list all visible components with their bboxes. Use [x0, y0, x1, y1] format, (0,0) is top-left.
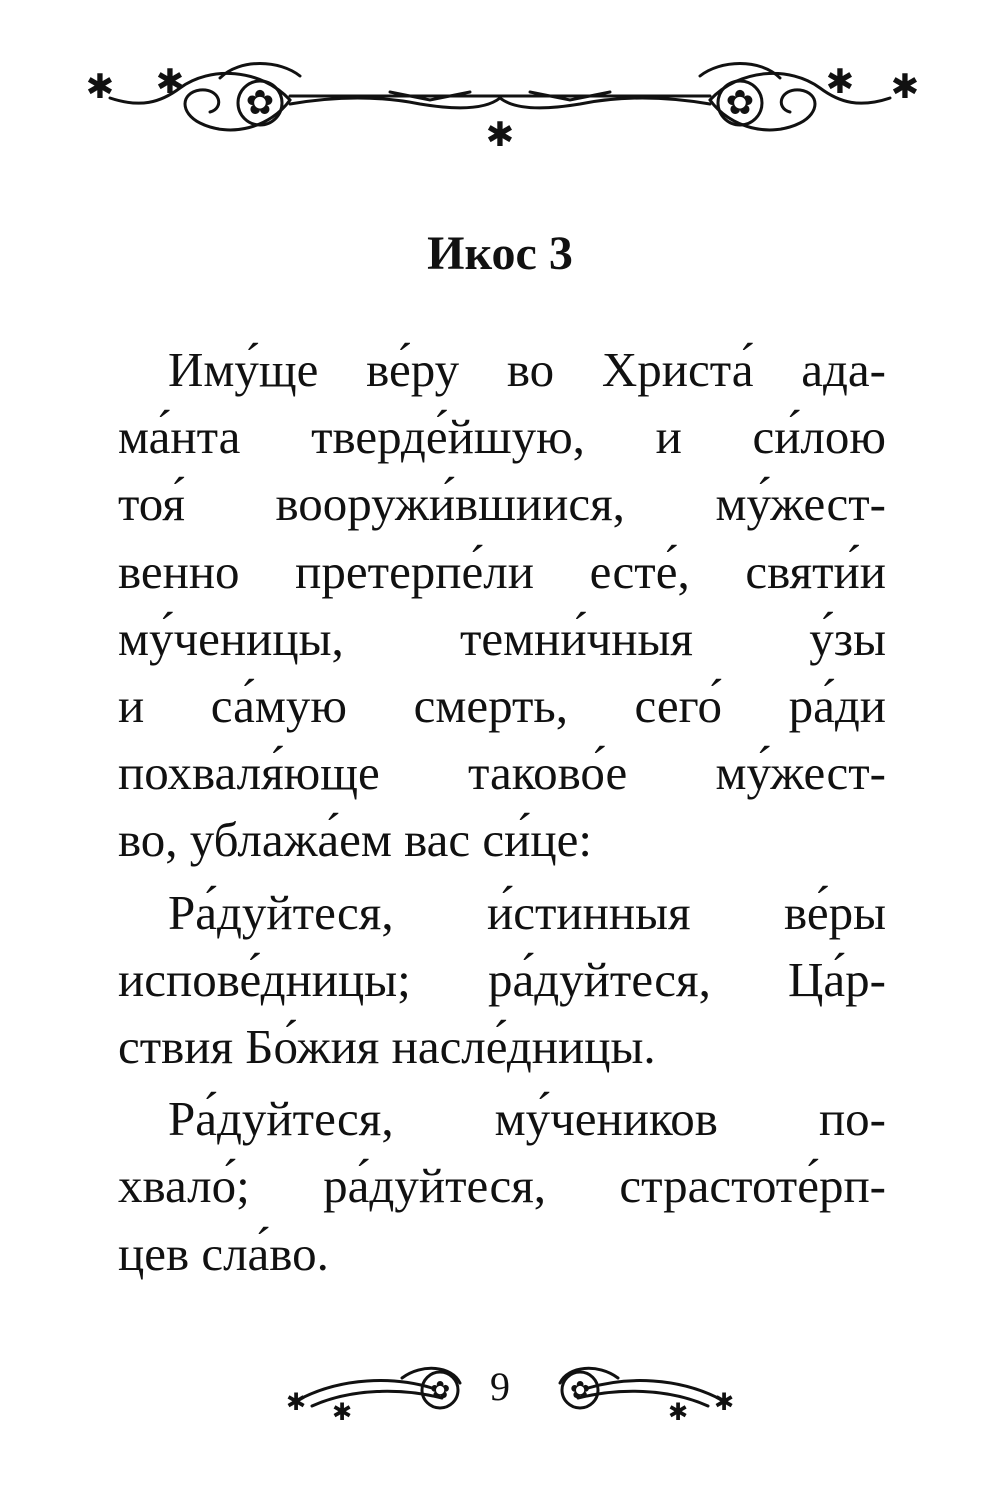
svg-text:✿: ✿: [245, 83, 275, 123]
text-line: хвало́; ра́дуйтеся, страстоте́рп-: [118, 1158, 886, 1214]
svg-text:✱: ✱: [667, 1398, 689, 1426]
text-line: му́ченицы, темни́чныя у́зы: [118, 610, 886, 666]
svg-text:✱: ✱: [825, 62, 855, 102]
text-line: Ра́дуйтеся, и́стинныя ве́ры: [168, 884, 886, 940]
text-line: ствия Бо́жия насле́дницы.: [118, 1019, 656, 1075]
page-number: 9: [490, 1364, 510, 1409]
paragraph-3: [118, 1085, 886, 1287]
floral-footer-left-icon: [282, 1358, 472, 1428]
svg-text:✱: ✱: [485, 115, 515, 155]
paragraph-2: [118, 879, 886, 1081]
svg-text:✱: ✱: [285, 1388, 307, 1416]
svg-text:✿: ✿: [429, 1376, 451, 1404]
svg-text:✱: ✱: [155, 62, 185, 102]
floral-footer-right-icon: [548, 1358, 738, 1428]
svg-text:✱: ✱: [713, 1388, 735, 1416]
text-line: испове́дницы; ра́дуйтеся, Ца́р-: [118, 951, 886, 1007]
svg-text:✿: ✿: [569, 1376, 591, 1404]
svg-text:✱: ✱: [331, 1398, 353, 1426]
floral-header-ornament-icon: [60, 48, 940, 158]
svg-text:✱: ✱: [890, 67, 920, 107]
paragraph-1: [118, 336, 886, 874]
svg-text:✱: ✱: [85, 67, 115, 107]
text-line: венно претерпе́ли есте́, святи́и: [118, 543, 886, 599]
text-body: [118, 336, 886, 1292]
text-line: тоя́ вооружи́вшиися, му́жест-: [118, 476, 886, 532]
text-line: во, ублажа́ем вас си́це:: [118, 812, 592, 868]
text-line: цев сла́во.: [118, 1225, 329, 1281]
svg-text:✿: ✿: [725, 83, 755, 123]
text-line: и са́мую смерть, сего́ ра́ди: [118, 678, 886, 734]
section-heading: Икос 3: [427, 227, 573, 280]
text-line: Иму́ще ве́ру во Христа́ ада-: [168, 342, 886, 397]
text-line: ма́нта тверде́йшую, и си́лою: [118, 409, 886, 465]
text-line: похваля́юще таково́е му́жест-: [118, 745, 886, 801]
text-line: Ра́дуйтеся, му́чеников по-: [168, 1091, 886, 1147]
